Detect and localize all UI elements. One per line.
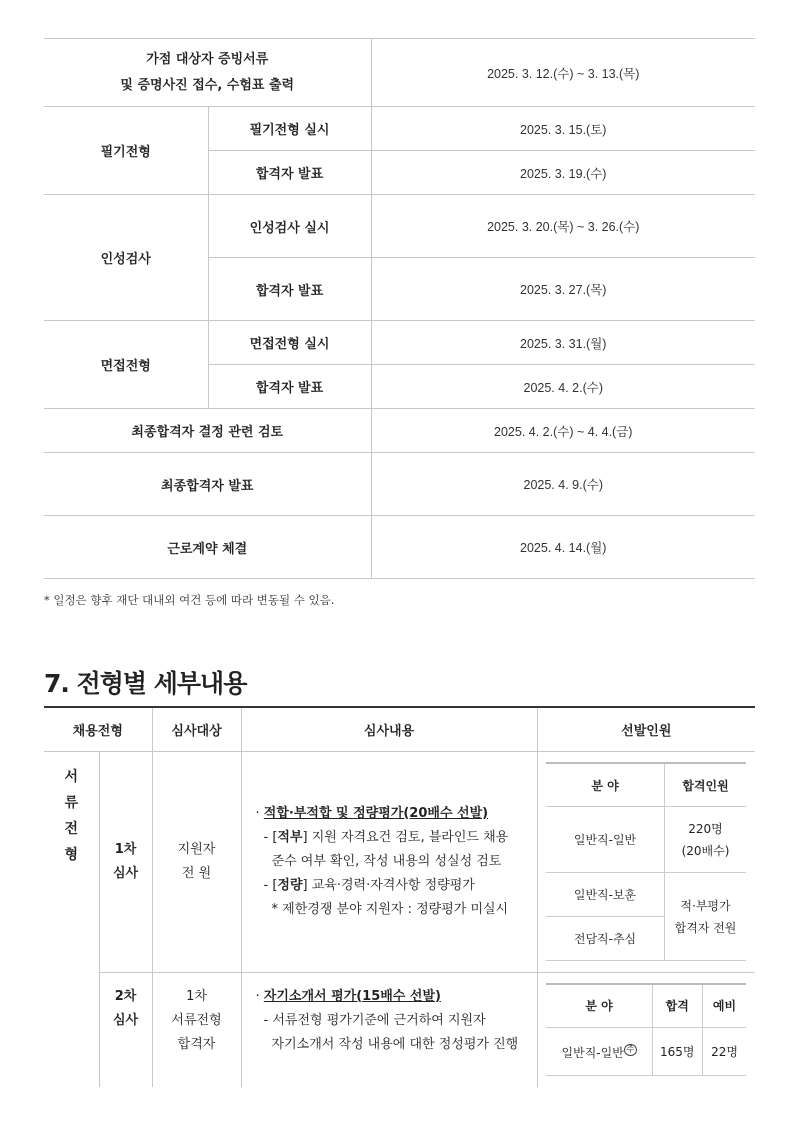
stage2-line1-cont: 자기소개서 작성 내용에 대한 정성평가 진행 [271, 1036, 519, 1052]
stage1-line: 심사 [112, 865, 139, 881]
stage2-target-line: 서류전형 [171, 1012, 222, 1028]
inner-header-field: 분 야 [546, 984, 652, 1028]
schedule-row [44, 107, 755, 151]
stage1-line2-text: ] 교육·경력·자격사항 정량평가 [302, 877, 475, 893]
inner-reserve: 22명 [702, 1028, 746, 1076]
inner-field [546, 1028, 652, 1076]
stage2-selection-table [546, 983, 746, 1077]
category-char: 서 [64, 768, 79, 785]
bracket-open: - [ [263, 877, 278, 893]
stage2-target-line: 1차 [186, 988, 207, 1004]
tag-suitability: 적부 [277, 829, 303, 845]
schedule-date: 2025. 3. 19.(수) [371, 151, 755, 195]
header-content: 심사내용 [241, 707, 537, 751]
bullet: · [255, 988, 264, 1004]
inner-header-field: 분 야 [546, 763, 664, 807]
schedule-row [44, 39, 755, 107]
inner-field: 전담직-추심 [546, 917, 664, 961]
schedule-date: 2025. 4. 9.(수) [371, 453, 755, 516]
stage2-line1: - 서류전형 평가기준에 근거하여 지원자 [263, 1012, 486, 1028]
stage1-title: 적합·부적합 및 정량평가(20배수 선발) [263, 805, 489, 821]
schedule-row [44, 409, 755, 453]
stage1-selection [537, 751, 755, 972]
stage1-target-line: 전 원 [181, 865, 212, 881]
schedule-label: 최종합격자 발표 [44, 453, 371, 516]
schedule-note: * 일정은 향후 재단 대내외 여건 등에 따라 변동될 수 있음. [44, 593, 335, 607]
stage2-selection [537, 972, 755, 1087]
inner-count [664, 807, 746, 873]
inner-header-row [546, 763, 746, 807]
stage2-line: 심사 [112, 1012, 139, 1028]
category-char: 형 [64, 846, 79, 863]
inner-header-pass: 합격 [652, 984, 702, 1028]
schedule-date: 2025. 3. 27.(목) [371, 258, 755, 321]
stage2-title: 자기소개서 평가(15배수 선발) [263, 988, 441, 1004]
category-char: 전 [64, 820, 79, 837]
stage1-title-line [256, 802, 537, 826]
stage1-content [241, 751, 537, 972]
detail-row-stage1 [44, 751, 755, 972]
inner-count-line: 220명 [688, 821, 723, 836]
stage2-target-line: 합격자 [177, 1036, 216, 1052]
schedule-group: 필기전형 [44, 107, 208, 195]
stage2-line: 2차 [114, 988, 137, 1004]
inner-row [546, 1028, 746, 1076]
stage1-line: 1차 [114, 841, 137, 857]
inner-header-reserve: 예비 [702, 984, 746, 1028]
inner-header-row [546, 984, 746, 1028]
stage1-target [152, 751, 241, 972]
detail-row-stage2 [44, 972, 755, 1087]
category-char: 류 [64, 794, 79, 811]
stage1-line1-cont: 준수 여부 확인, 작성 내용의 성실성 검토 [271, 853, 502, 869]
stage2-target [152, 972, 241, 1087]
stage2-title-line [256, 985, 537, 1009]
schedule-group: 면접전형 [44, 321, 208, 409]
detail-table [44, 706, 755, 1087]
schedule-date: 2025. 4. 2.(수) ~ 4. 4.(금) [371, 409, 755, 453]
inner-row [546, 873, 746, 917]
stage1-line1-text: ] 지원 자격요건 검토, 블라인드 채용 [302, 829, 509, 845]
schedule-row [44, 321, 755, 365]
stage1-line2 [256, 874, 537, 898]
stage2-label [99, 972, 152, 1087]
schedule-label: 근로계약 체결 [44, 516, 371, 579]
schedule-date: 2025. 3. 20.(목) ~ 3. 26.(수) [371, 195, 755, 258]
stage1-line3: * 제한경쟁 분야 지원자 : 정량평가 미실시 [271, 901, 509, 917]
schedule-table [44, 38, 755, 579]
schedule-date: 2025. 4. 2.(수) [371, 365, 755, 409]
category-document-screening [44, 751, 99, 1087]
schedule-sub: 합격자 발표 [208, 151, 371, 195]
schedule-sub: 합격자 발표 [208, 258, 371, 321]
header-selection: 선발인원 [537, 707, 755, 751]
schedule-sub: 필기전형 실시 [208, 107, 371, 151]
schedule-sub: 면접전형 실시 [208, 321, 371, 365]
stage1-label [99, 751, 152, 972]
stage1-target-line: 지원자 [177, 841, 216, 857]
schedule-date: 2025. 3. 31.(월) [371, 321, 755, 365]
stage1-line1 [256, 826, 537, 850]
inner-count-line: 적·부평가 [680, 898, 731, 913]
schedule-row [44, 195, 755, 258]
schedule-date: 2025. 3. 15.(토) [371, 107, 755, 151]
schedule-date: 2025. 4. 14.(월) [371, 516, 755, 579]
schedule-row [44, 516, 755, 579]
bullet: · [255, 805, 264, 821]
inner-header-count: 합격인원 [664, 763, 746, 807]
schedule-label-line: 및 증명사진 접수, 수험표 출력 [120, 77, 295, 93]
schedule-label: 최종합격자 결정 관련 검토 [44, 409, 371, 453]
tag-quantitative: 정량 [277, 877, 303, 893]
inner-count-line: (20배수) [681, 843, 730, 858]
inner-row [546, 807, 746, 873]
schedule-label-line: 가점 대상자 증빙서류 [146, 51, 269, 67]
inner-pass: 165명 [652, 1028, 702, 1076]
schedule-sub: 합격자 발표 [208, 365, 371, 409]
footnote-mark: 주 [625, 1045, 635, 1055]
header-type: 채용전형 [44, 707, 152, 751]
inner-count-line: 합격자 전원 [674, 920, 737, 935]
inner-field: 일반직-일반 [546, 807, 664, 873]
inner-field: 일반직-보훈 [546, 873, 664, 917]
schedule-sub: 인성검사 실시 [208, 195, 371, 258]
stage1-selection-table [546, 762, 746, 962]
schedule-group: 인성검사 [44, 195, 208, 321]
bracket-open: - [ [263, 829, 278, 845]
section-title: 7. 전형별 세부내용 [44, 669, 247, 698]
schedule-row [44, 453, 755, 516]
header-target: 심사대상 [152, 707, 241, 751]
schedule-label [44, 39, 371, 107]
stage2-content [241, 972, 537, 1087]
detail-header-row [44, 707, 755, 751]
schedule-date: 2025. 3. 12.(수) ~ 3. 13.(목) [371, 39, 755, 107]
inner-count-shared [664, 873, 746, 961]
inner-field-text: 일반직-일반 [561, 1046, 624, 1060]
